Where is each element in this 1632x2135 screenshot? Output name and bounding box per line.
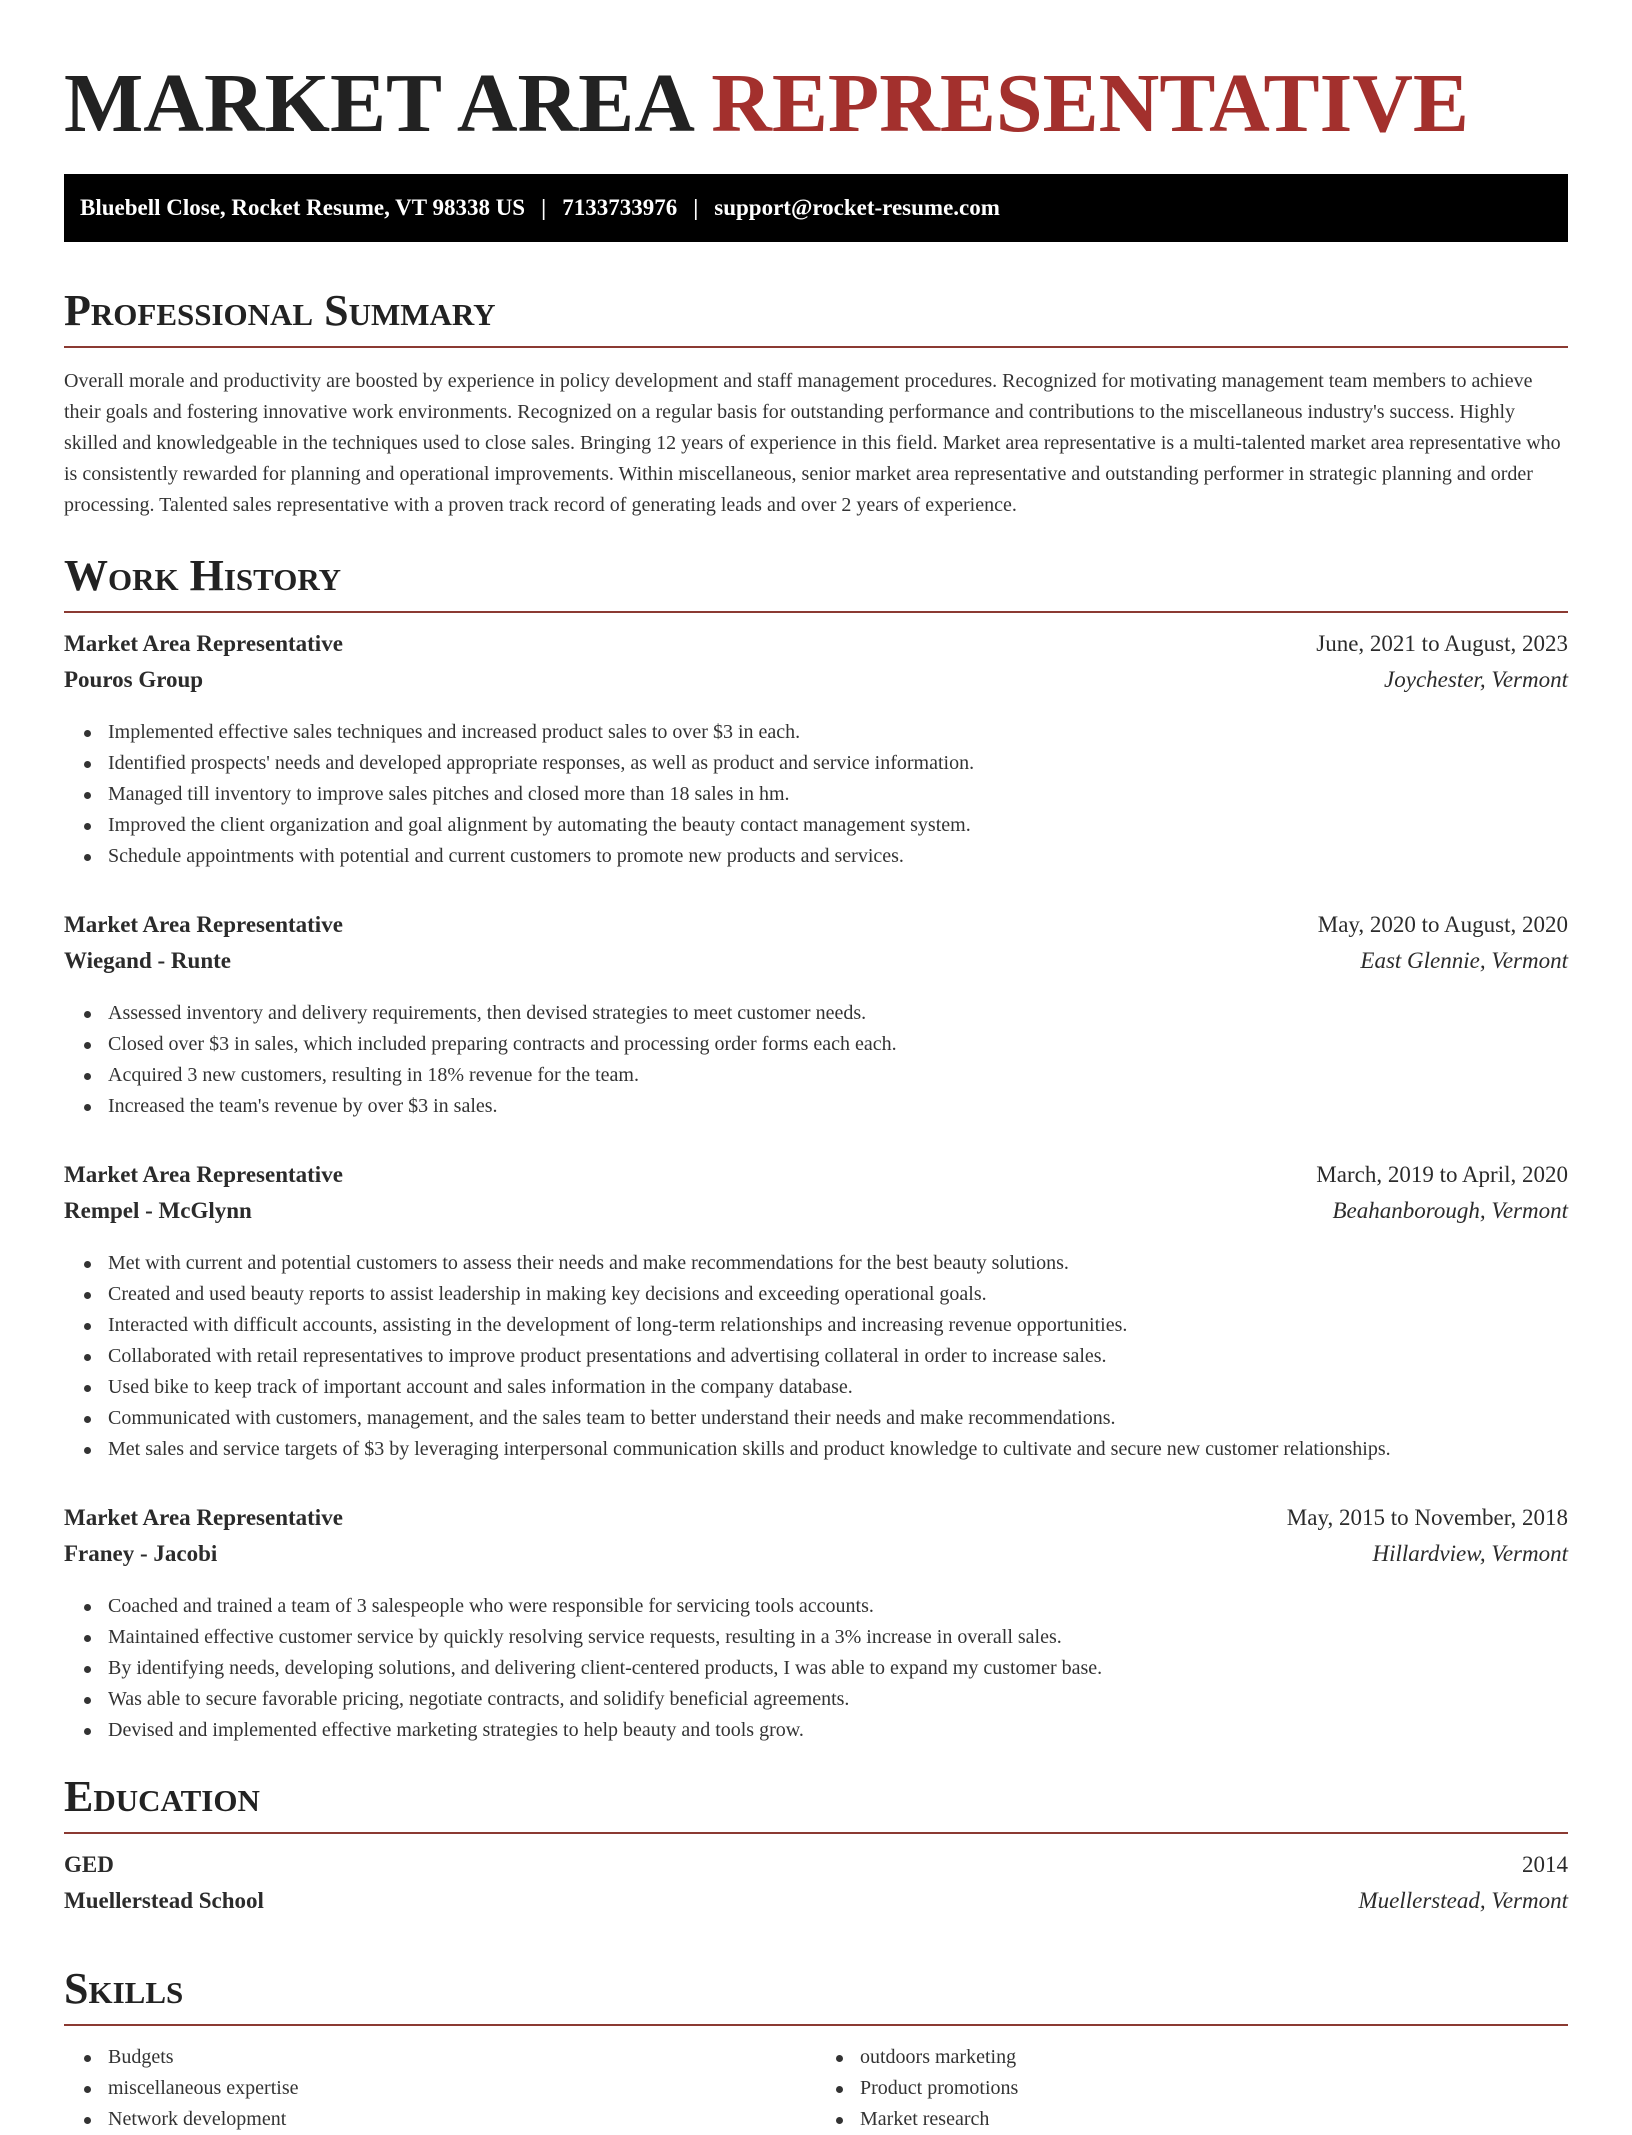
job-company: Wiegand - Runte xyxy=(64,948,231,973)
section-title-education: Education xyxy=(64,1772,260,1821)
job-bullets xyxy=(64,1248,1568,1465)
job-header-row xyxy=(64,1162,1568,1198)
section-title-skills: Skills xyxy=(64,1964,184,2013)
job-bullet: Met with current and potential customers to assess their needs and make recommendations for the best beauty solutions. xyxy=(108,1248,1568,1279)
education-section xyxy=(64,1772,1568,1924)
section-title-summary: Professional Summary xyxy=(64,286,496,335)
job-bullet: Coached and trained a team of 3 salespeople who were responsible for servicing tools accounts. xyxy=(108,1591,1568,1622)
contact-bar xyxy=(64,174,1568,242)
job-header-row xyxy=(64,1505,1568,1541)
job-dates: March, 2019 to April, 2020 xyxy=(1316,1162,1568,1187)
skill-item: Product promotions xyxy=(860,2073,1568,2104)
job-bullet: Communicated with customers, management, and the sales team to better understand their needs and make recommendations. xyxy=(108,1403,1568,1434)
resume-name xyxy=(64,56,1568,152)
job-entry xyxy=(64,1505,1568,1746)
job-bullet: Assessed inventory and delivery requirements, then devised strategies to meet customer needs. xyxy=(108,998,1568,1029)
name-part-1: MARKET AREA xyxy=(64,57,691,150)
job-bullet: By identifying needs, developing solutions, and delivering client-centered products, I was able to expand my customer base. xyxy=(108,1653,1568,1684)
work-history-section xyxy=(64,551,1568,1746)
section-title-work: Work History xyxy=(64,551,342,600)
job-title: Market Area Representative xyxy=(64,912,343,937)
job-bullets xyxy=(64,998,1568,1122)
job-entry xyxy=(64,912,1568,1122)
job-bullet: Created and used beauty reports to assist leadership in making key decisions and exceeding operational goals. xyxy=(108,1279,1568,1310)
job-bullet: Met sales and service targets of $3 by leveraging interpersonal communication skills and product knowledge to cultivate and secure new customer relationships. xyxy=(108,1434,1568,1465)
name-part-2-accent: REPRESENTATIVE xyxy=(711,57,1469,150)
job-bullet: Acquired 3 new customers, resulting in 18% revenue for the team. xyxy=(108,1060,1568,1091)
job-entry xyxy=(64,1162,1568,1465)
job-bullet: Identified prospects' needs and developed appropriate responses, as well as product and service information. xyxy=(108,748,1568,779)
job-dates: June, 2021 to August, 2023 xyxy=(1316,631,1568,656)
section-divider xyxy=(64,611,1568,613)
section-divider xyxy=(64,2024,1568,2026)
education-header-row xyxy=(64,1852,1568,1888)
job-bullet: Maintained effective customer service by quickly resolving service requests, resulting in a 3% increase in overall sales. xyxy=(108,1622,1568,1653)
job-location: Joychester, Vermont xyxy=(1384,667,1568,692)
job-dates: May, 2015 to November, 2018 xyxy=(1286,1505,1568,1530)
job-bullet: Schedule appointments with potential and current customers to promote new products and services. xyxy=(108,841,1568,872)
job-bullet: Devised and implemented effective marketing strategies to help beauty and tools grow. xyxy=(108,1715,1568,1746)
skills-column-right xyxy=(816,2042,1568,2135)
job-header-row xyxy=(64,631,1568,667)
education-year: 2014 xyxy=(1522,1852,1568,1877)
skills-section xyxy=(64,1964,1568,2135)
skill-item: Market research xyxy=(860,2104,1568,2135)
job-bullet: Was able to secure favorable pricing, negotiate contracts, and solidify beneficial agreements. xyxy=(108,1684,1568,1715)
section-divider xyxy=(64,1832,1568,1834)
job-header-row xyxy=(64,912,1568,948)
job-bullet: Implemented effective sales techniques and increased product sales to over $3 in each. xyxy=(108,717,1568,748)
education-school-row xyxy=(64,1888,1568,1924)
job-company-row xyxy=(64,667,1568,703)
job-company: Franey - Jacobi xyxy=(64,1541,218,1566)
skills-grid xyxy=(64,2042,1568,2135)
skill-item: miscellaneous expertise xyxy=(108,2073,816,2104)
contact-separator: | xyxy=(541,195,547,220)
education-school: Muellerstead School xyxy=(64,1888,264,1913)
education-location: Muellerstead, Vermont xyxy=(1358,1888,1568,1913)
job-bullet: Used bike to keep track of important account and sales information in the company database. xyxy=(108,1372,1568,1403)
contact-address: Bluebell Close, Rocket Resume, VT 98338 US xyxy=(80,195,526,220)
job-company: Rempel - McGlynn xyxy=(64,1198,252,1223)
job-company-row xyxy=(64,1198,1568,1234)
job-bullets xyxy=(64,1591,1568,1746)
job-title: Market Area Representative xyxy=(64,1505,343,1530)
job-title: Market Area Representative xyxy=(64,1162,343,1187)
skill-item: Budgets xyxy=(108,2042,816,2073)
resume-page xyxy=(64,56,1568,2135)
job-bullet: Increased the team's revenue by over $3 in sales. xyxy=(108,1091,1568,1122)
job-location: East Glennie, Vermont xyxy=(1360,948,1568,973)
job-company: Pouros Group xyxy=(64,667,204,692)
job-title: Market Area Representative xyxy=(64,631,343,656)
job-bullet: Collaborated with retail representatives to improve product presentations and advertising collateral in order to increase sales. xyxy=(108,1341,1568,1372)
summary-text: Overall morale and productivity are boosted by experience in policy development and staff management procedures. Recognized for motivating management team members to achieve their goals and fostering innovative work environments. Recognized on a regular basis for outstanding performance and contributions to the miscellaneous industry's success. Highly skilled and knowledgeable in the techniques used to close sales. Bringing 12 years of experience in this field. Market area representative is a multi-talented market area representative who is consistently rewarded for planning and operational improvements. Within miscellaneous, senior market area representative and outstanding performer in strategic planning and order processing. Talented sales representative with a proven track record of generating leads and over 2 years of experience. xyxy=(64,370,1561,516)
education-degree: GED xyxy=(64,1852,114,1877)
contact-phone: 7133733976 xyxy=(562,195,678,220)
job-bullet: Managed till inventory to improve sales pitches and closed more than 18 sales in hm. xyxy=(108,779,1568,810)
section-divider xyxy=(64,346,1568,348)
job-entry xyxy=(64,631,1568,872)
education-entry xyxy=(64,1852,1568,1924)
skill-item: Network development xyxy=(108,2104,816,2135)
skill-item: outdoors marketing xyxy=(860,2042,1568,2073)
job-location: Beahanborough, Vermont xyxy=(1332,1198,1568,1223)
contact-separator: | xyxy=(693,195,699,220)
job-company-row xyxy=(64,948,1568,984)
contact-email: support@rocket-resume.com xyxy=(714,195,1000,220)
job-company-row xyxy=(64,1541,1568,1577)
job-bullet: Interacted with difficult accounts, assisting in the development of long-term relationships and increasing revenue opportunities. xyxy=(108,1310,1568,1341)
job-bullet: Improved the client organization and goal alignment by automating the beauty contact management system. xyxy=(108,810,1568,841)
skills-column-left xyxy=(64,2042,816,2135)
job-bullets xyxy=(64,717,1568,872)
job-dates: May, 2020 to August, 2020 xyxy=(1317,912,1568,937)
job-location: Hillardview, Vermont xyxy=(1372,1541,1568,1566)
job-bullet: Closed over $3 in sales, which included preparing contracts and processing order forms each each. xyxy=(108,1029,1568,1060)
professional-summary-section xyxy=(64,286,1568,521)
